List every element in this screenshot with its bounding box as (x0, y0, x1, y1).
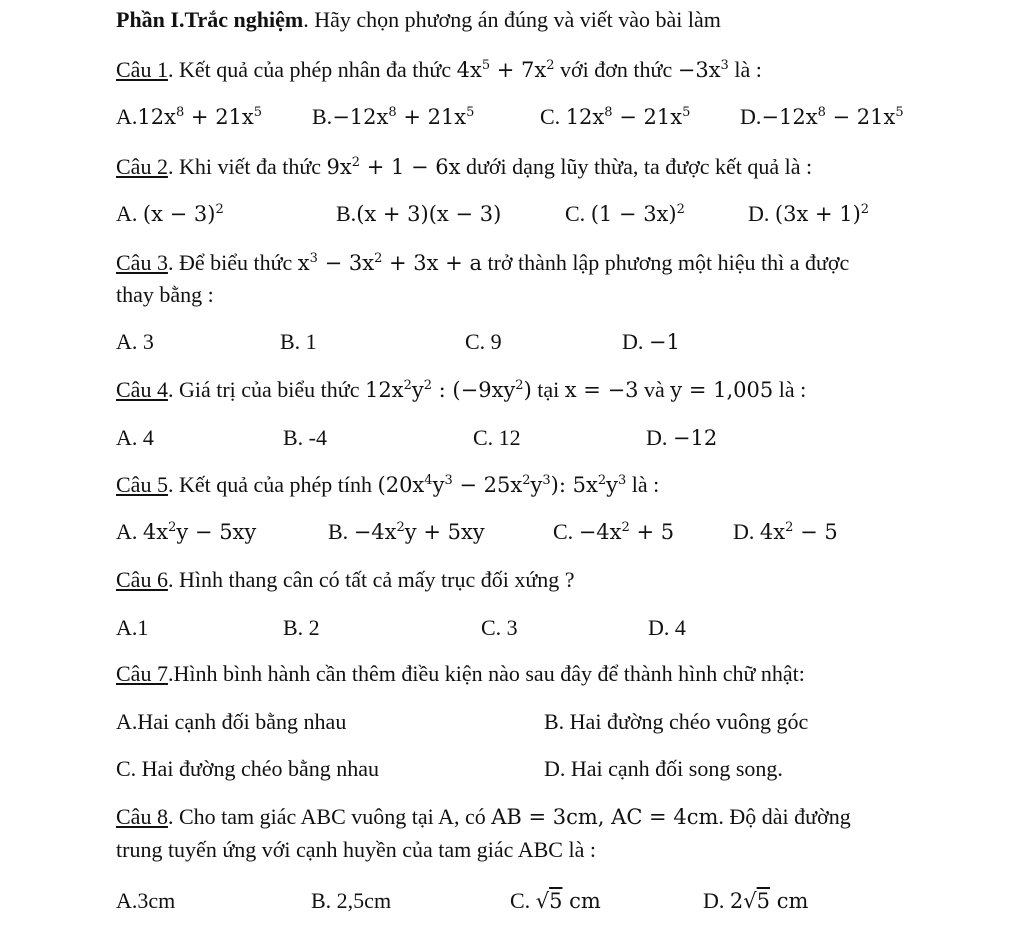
question-label: Câu 4 (116, 377, 168, 402)
section-header (116, 5, 721, 35)
question-8-option-a: A.3cm (116, 888, 176, 913)
question-8-option-c: C. √5 cm (510, 888, 601, 913)
question-3-option-d: D. −1 (622, 329, 680, 354)
question-3-continuation: thay bằng : (116, 282, 214, 307)
question-2-option-b: B.(x + 3)(x − 3) (336, 201, 502, 226)
question-label: Câu 8 (116, 804, 168, 829)
question-1-option-d: $D.-12x^8 - 21x^5$ (740, 104, 904, 129)
question-1-option-b: $B.-12x^8 + 21x^5$ (312, 104, 475, 129)
question-5-option-b: B. $-4x^2y + 5xy$ (328, 519, 485, 544)
question-text: . Để biểu thức $x^3 - 3x^2 + 3x + a$ trở thành lập phương một hiệu thì a được (167, 250, 850, 275)
question-8-option-d: D. 2√5 cm (703, 888, 809, 913)
question-text: . Giá trị của biểu thức $12x^2y^2$ : $(-9xy^2)$ tại x = −3 và y = 1,005 là : (167, 377, 807, 402)
question-2-option-d: D. $(3x + 1)^2$ (748, 201, 870, 226)
question-6-option-b: B. 2 (283, 615, 320, 640)
question-text: . Kết quả của phép nhân đa thức $4x^5 + 7x^2$ với đơn thức $-3x^3$ là : (167, 57, 762, 82)
question-label: Câu 3 (116, 250, 168, 275)
question-7-option-a: A.Hai cạnh đối bằng nhau (116, 709, 347, 734)
question-3-option-a: A. 3 (116, 329, 154, 354)
question-8-option-b: B. 2,5cm (311, 888, 392, 913)
question-5 (116, 470, 659, 500)
question-7-option-d: D. Hai cạnh đối song song. (544, 756, 783, 781)
question-text: . Kết quả của phép tính $(20x^4y^3 - 25x^2y^3)$: $5x^2y^3$ là : (167, 472, 660, 497)
question-2 (116, 152, 812, 182)
question-5-option-c: C. $-4x^2 + 5$ (553, 519, 675, 544)
question-6-option-d: D. 4 (648, 615, 686, 640)
question-6-option-a: A.1 (116, 615, 149, 640)
question-8-continuation: trung tuyến ứng với cạnh huyền của tam giác ABC là : (116, 837, 596, 862)
question-text: .Hình bình hành cần thêm điều kiện nào sau đây để thành hình chữ nhật: (167, 661, 805, 686)
question-4-option-a: A. 4 (116, 425, 154, 450)
section-instruction: . Hãy chọn phương án đúng và viết vào bài làm (303, 7, 721, 32)
question-label: Câu 7 (116, 661, 168, 686)
question-4 (116, 375, 806, 405)
question-1-option-a: $A.12x^8 + 21x^5$ (116, 104, 263, 129)
question-6-option-c: C. 3 (481, 615, 518, 640)
question-label: Câu 2 (116, 154, 168, 179)
question-5-option-a: A. $4x^2y - 5xy$ (116, 519, 257, 544)
question-label: Câu 1 (116, 57, 168, 82)
question-8 (116, 802, 851, 832)
question-7-option-b: B. Hai đường chéo vuông góc (544, 709, 809, 734)
question-3 (116, 248, 849, 278)
question-4-option-d: D. −12 (646, 425, 718, 450)
question-text: . Hình thang cân có tất cả mấy trục đối xứng ? (167, 567, 575, 592)
question-5-option-d: D. $4x^2 - 5$ (733, 519, 838, 544)
question-label: Câu 5 (116, 472, 168, 497)
question-7 (116, 659, 805, 689)
question-7-option-c: C. Hai đường chéo bằng nhau (116, 756, 380, 781)
question-6 (116, 565, 575, 595)
section-title: Phần I.Trắc nghiệm (116, 7, 304, 32)
question-3-option-b: B. 1 (280, 329, 317, 354)
question-text: . Cho tam giác ABC vuông tại A, có AB = 3cm, AC = 4cm. Độ dài đường (167, 804, 851, 829)
question-2-option-a: A. $(x - 3)^2$ (116, 201, 224, 226)
question-label: Câu 6 (116, 567, 168, 592)
question-3-option-c: C. 9 (465, 329, 502, 354)
question-1 (116, 55, 762, 85)
question-2-option-c: C. $(1 - 3x)^2$ (565, 201, 685, 226)
question-4-option-c: C. 12 (473, 425, 521, 450)
question-1-option-c: C. $12x^8 - 21x^5$ (540, 104, 691, 129)
question-text: . Khi viết đa thức $9x^2 + 1 - 6x$ dưới dạng lũy thừa, ta được kết quả là : (167, 154, 813, 179)
question-4-option-b: B. -4 (283, 425, 327, 450)
